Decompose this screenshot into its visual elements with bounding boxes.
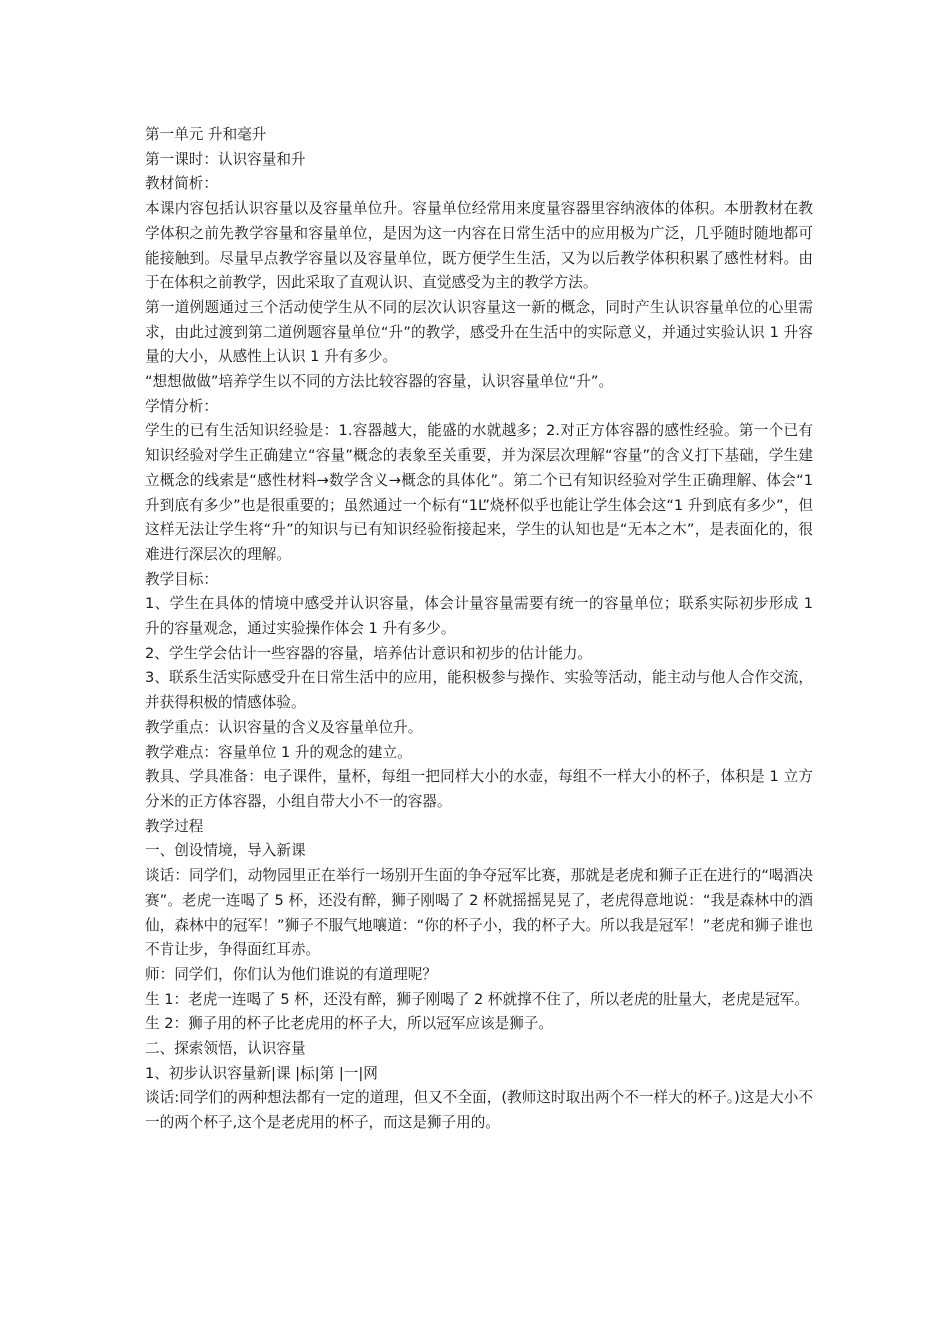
step-1-title: 一、创设情境，导入新课 bbox=[145, 842, 306, 860]
materials: 教具、学具准备：电子课件，量杯，每组一把同样大小的水壶，每组不一样大小的杯子，体积是 1 立方分米的正方体容器，小组自带大小不一的容器。 bbox=[145, 768, 813, 810]
step-2-subtitle: 1、初步认识容量新|课 |标|第 |一|网 bbox=[145, 1064, 378, 1082]
section-heading-textbook-analysis: 教材简析： bbox=[145, 175, 218, 193]
step-2-title: 二、探索领悟，认识容量 bbox=[145, 1040, 306, 1058]
section-heading-goals: 教学目标： bbox=[145, 570, 218, 588]
unit-title: 第一单元 升和毫升 bbox=[145, 126, 267, 143]
student-answer-1: 生 1：老虎一连喝了 5 杯，还没有醉，狮子刚喝了 2 杯就撑不住了，所以老虎的肚量大，老虎是冠军。 bbox=[145, 990, 809, 1008]
key-point: 教学重点：认识容量的含义及容量单位升。 bbox=[145, 718, 423, 736]
paragraph-textbook-analysis-1: 本课内容包括认识容量以及容量单位升。容量单位经常用来度量容器里容纳液体的体积。本册教材在教学体积之前先教学容量和容量单位，是因为这一内容在日常生活中的应用极为广泛，几乎随时随地都可能接触到。尽量早点教学容量以及容量单位，既方便学生生活，又为以后教学体积积累了感性材料。由于在体积之前教学，因此采取了直观认识、直觉感受为主的教学方法。 bbox=[145, 200, 813, 292]
dialog-2: 谈话:同学们的两种想法都有一定的道理，但又不全面，(教师这时取出两个不一样大的杯子。)这是大小不一的两个杯子,这个是老虎用的杯子，而这是狮子用的。 bbox=[145, 1089, 813, 1132]
paragraph-student-analysis: 学生的已有生活知识经验是：1.容器越大，能盛的水就越多；2.对正方体容器的感性经验。第一个已有知识经验对学生正确建立“容量”概念的表象至关重要，并为深层次理解“容量”的含义打下基础，学生建立概念的线索是“感性材料→数学含义→概念的具体化”。第二个已有知识经验对学生正确理解、体会“1 升到底有多少”也是很重要的；虽然通过一个标有“1L”烧杯似乎也能让学生体会这“1 升到底有多少”，但这样无法让学生将“升”的知识与已有知识经验衔接起来，学生的认知也是“无本之木”，是表面化的，很难进行深层次的理解。 bbox=[145, 422, 813, 563]
paragraph-textbook-analysis-3: “想想做做”培养学生以不同的方法比较容器的容量，认识容量单位“升”。 bbox=[145, 373, 614, 391]
section-heading-student-analysis: 学情分析： bbox=[145, 397, 218, 415]
difficult-point: 教学难点：容量单位 1 升的观念的建立。 bbox=[145, 743, 412, 761]
document-body bbox=[145, 123, 813, 1136]
section-heading-process: 教学过程 bbox=[145, 817, 204, 835]
goal-item-3: 3、联系生活实际感受升在日常生活中的应用，能积极参与操作、实验等活动，能主动与他人合作交流，并获得积极的情感体验。 bbox=[145, 669, 813, 712]
paragraph-textbook-analysis-2: 第一道例题通过三个活动使学生从不同的层次认识容量这一新的概念，同时产生认识容量单位的心里需求，由此过渡到第二道例题容量单位“升”的教学，感受升在生活中的实际意义，并通过实验认识 1 升容量的大小，从感性上认识 1 升有多少。 bbox=[145, 298, 813, 366]
lesson-title: 第一课时：认识容量和升 bbox=[145, 150, 306, 168]
goal-item-2: 2、学生学会估计一些容器的容量，培养估计意识和初步的估计能力。 bbox=[145, 644, 593, 662]
goal-item-1: 1、学生在具体的情境中感受并认识容量，体会计量容量需要有统一的容量单位；联系实际初步形成 1 升的容量观念，通过实验操作体会 1 升有多少。 bbox=[145, 595, 813, 638]
teacher-question: 师：同学们，你们认为他们谁说的有道理呢？ bbox=[145, 965, 437, 983]
student-answer-2: 生 2：狮子用的杯子比老虎用的杯子大，所以冠军应该是狮子。 bbox=[145, 1015, 553, 1033]
dialog-1: 谈话：同学们，动物园里正在举行一场别开生面的争夺冠军比赛，那就是老虎和狮子正在进行的“喝酒决赛”。老虎一连喝了 5 杯，还没有醉，狮子刚喝了 2 杯就摇摇晃晃了，老虎得意地说：“我是森林中的酒仙，森林中的冠军！”狮子不服气地嚷道：“你的杯子小，我的杯子大。所以我是冠军！”老虎和狮子谁也不肯让步，争得面红耳赤。 bbox=[145, 867, 813, 959]
